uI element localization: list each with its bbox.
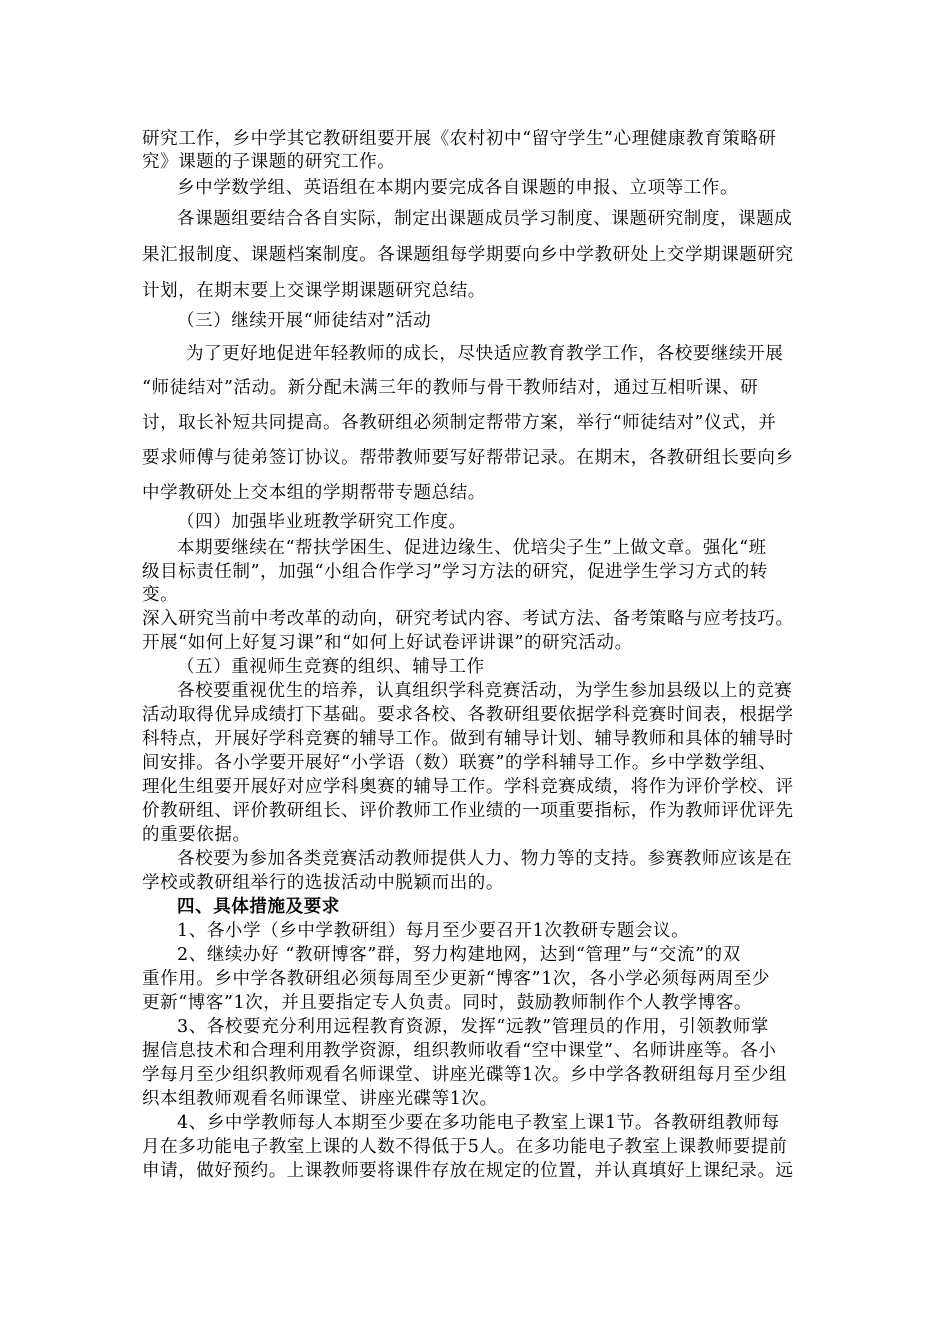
text-line: 要求师傅与徒弟签订协议。帮带教师要写好帮带记录。在期末，各教研组长要向乡: [142, 448, 794, 468]
text-line: 活动取得优异成绩打下基础。要求各校、各教研组要依据学科竞赛时间表，根据学: [142, 705, 794, 725]
section-heading: 四、具体措施及要求: [177, 897, 340, 917]
text-line: 价教研组、评价教研组长、评价教师工作业绩的一项重要指标，作为教师评优评先: [142, 801, 794, 821]
text-line: 研究工作，乡中学其它教研组要开展《农村初中“留守学生”心理健康教育策略研: [142, 129, 777, 149]
text-line: 4、乡中学教师每人本期至少要在多功能电子教室上课1节。各教研组教师每: [177, 1113, 780, 1133]
text-line: 为了更好地促进年轻教师的成长，尽快适应教育教学工作，各校要继续开展: [186, 344, 784, 364]
text-line: 科特点，开展好学科竞赛的辅导工作。做到有辅导计划、辅导教师和具体的辅导时: [142, 729, 794, 749]
text-line: 讨，取长补短共同提高。各教研组必须制定帮带方案，举行“师徒结对”仪式，并: [142, 413, 777, 433]
text-line: 各校要为参加各类竞赛活动教师提供人力、物力等的支持。参赛教师应该是在: [177, 849, 793, 869]
section-heading: （三）继续开展“师徒结对”活动: [177, 311, 432, 331]
text-line: 果汇报制度、课题档案制度。各课题组每学期要向乡中学教研处上交学期课题研究: [142, 245, 794, 265]
text-line: 学每月至少组织教师观看名师课堂、讲座光碟等1次。乡中学各教研组每月至少组: [142, 1065, 788, 1085]
text-line: 更新“博客”1次，并且要指定专人负责。同时，鼓励教师制作个人教学博客。: [142, 993, 753, 1013]
text-line: 学校或教研组举行的选拔活动中脱颖而出的。: [142, 873, 504, 893]
text-line: 理化生组要开展好对应学科奥赛的辅导工作。学科竞赛成绩，将作为评价学校、评: [142, 777, 794, 797]
text-line: 深入研究当前中考改革的动向，研究考试内容、考试方法、备考策略与应考技巧。: [142, 609, 794, 629]
text-line: 3、各校要充分利用远程教育资源，发挥“远教”管理员的作用，引领教师掌: [177, 1017, 769, 1037]
text-line: 1、各小学（乡中学教研组）每月至少要召开1次教研专题会议。: [177, 921, 690, 941]
text-line: 各校要重视优生的培养，认真组织学科竞赛活动，为学生参加县级以上的竞赛: [177, 681, 793, 701]
text-line: 本期要继续在“帮扶学困生、促进边缘生、优培尖子生”上做文章。强化“班: [177, 538, 767, 558]
text-line: 变。: [142, 585, 179, 605]
text-line: 中学教研处上交本组的学期帮带专题总结。: [142, 483, 486, 503]
text-line: 重作用。乡中学各教研组必须每周至少更新“博客”1次，各小学必须每两周至少: [142, 969, 771, 989]
section-heading: （五）重视师生竞赛的组织、辅导工作: [177, 657, 485, 677]
text-line: 间安排。各小学要开展好“小学语（数）联赛”的学科辅导工作。乡中学数学组、: [142, 753, 777, 773]
text-line: 乡中学数学组、英语组在本期内要完成各自课题的申报、立项等工作。: [177, 178, 739, 198]
text-line: 各课题组要结合各自实际，制定出课题成员学习制度、课题研究制度，课题成: [177, 209, 793, 229]
text-line: “师徒结对”活动。新分配未满三年的教师与骨干教师结对，通过互相听课、研: [142, 378, 759, 398]
text-line: 申请，做好预约。上课教师要将课件存放在规定的位置，并认真填好上课纪录。远: [142, 1161, 794, 1181]
section-heading: （四）加强毕业班教学研究工作度。: [177, 512, 467, 532]
text-line: 2、继续办好 “教研博客”群，努力构建地网，达到“管理”与“交流”的双: [177, 945, 741, 965]
text-line: 织本组教师观看名师课堂、讲座光碟等1次。: [142, 1089, 498, 1109]
text-line: 开展“如何上好复习课”和“如何上好试卷评讲课”的研究活动。: [142, 633, 633, 653]
text-line: 级目标责任制”，加强“小组合作学习”学习方法的研究，促进学生学习方式的转: [142, 562, 768, 582]
text-line: 握信息技术和合理利用教学资源，组织教师收看“空中课堂”、名师讲座等。各小: [142, 1041, 777, 1061]
text-line: 究》课题的子课题的研究工作。: [142, 152, 396, 172]
text-line: 计划，在期末要上交课学期课题研究总结。: [142, 281, 486, 301]
text-line: 月在多功能电子教室上课的人数不得低于5人。在多功能电子教室上课教师要提前: [142, 1137, 788, 1157]
text-line: 的重要依据。: [142, 825, 251, 845]
